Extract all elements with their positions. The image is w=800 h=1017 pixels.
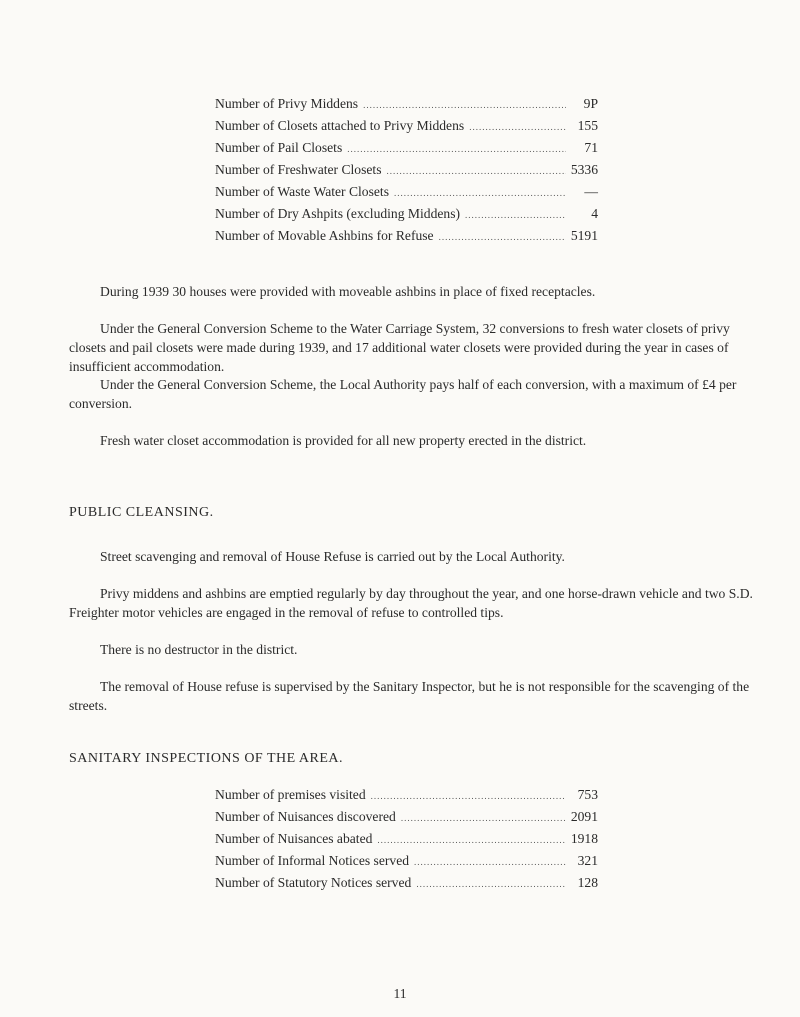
- heading-public-cleansing: PUBLIC CLEANSING.: [69, 505, 214, 520]
- paragraph-conversion-cost: Under the General Conversion Scheme, the Local Authority pays half of each conversion, with a maximum of £4 per conversion.: [69, 377, 737, 411]
- list-item: [215, 806, 598, 828]
- dot-leader: [387, 160, 567, 182]
- item-value: 753: [577, 787, 598, 802]
- heading-sanitary-inspections: SANITARY INSPECTIONS OF THE AREA.: [69, 751, 344, 766]
- paragraph-privy-middens: Privy middens and ashbins are emptied regularly by day throughout the year, and one horse-drawn vehicle and two S.D. Freighter motor vehicles are engaged in the removal of refuse to controlled tips.: [69, 586, 753, 620]
- paragraph-ashbins: During 1939 30 houses were provided with moveable ashbins in place of fixed receptacles.: [100, 284, 596, 299]
- dot-leader: [414, 851, 566, 873]
- paragraph-conversion-scheme: Under the General Conversion Scheme to the Water Carriage System, 32 conversions to fresh water closets of privy closets and pail closets were made during 1939, and 17 additional water closets were provided during the year in cases of insufficient accommodation.: [69, 321, 730, 374]
- item-label: Number of Closets attached to Privy Middens: [215, 118, 465, 133]
- item-label: Number of Freshwater Closets: [215, 162, 382, 177]
- list-item: [215, 828, 598, 850]
- dot-leader: [394, 182, 566, 204]
- list-item: [215, 159, 598, 181]
- dot-leader: [363, 94, 566, 116]
- item-value: 71: [584, 140, 598, 155]
- dot-leader: [439, 226, 566, 248]
- item-value: 155: [577, 118, 598, 133]
- dot-leader: [347, 138, 566, 160]
- list-item: [215, 93, 598, 115]
- sanitary-inspections-list: [215, 784, 598, 894]
- item-value: —: [584, 184, 598, 199]
- item-label: Number of Nuisances discovered: [215, 809, 396, 824]
- page-number: 11: [393, 986, 407, 1001]
- list-item: [215, 850, 598, 872]
- paragraph-new-property: Fresh water closet accommodation is provided for all new property erected in the district.: [100, 433, 587, 448]
- item-value: 5336: [570, 162, 598, 177]
- item-value: 5191: [570, 228, 598, 243]
- dot-leader: [377, 829, 566, 851]
- item-label: Number of Statutory Notices served: [215, 875, 412, 890]
- dot-leader: [465, 204, 566, 226]
- dot-leader: [416, 873, 566, 895]
- dot-leader: [469, 116, 566, 138]
- list-item: [215, 225, 598, 247]
- item-label: Number of premises visited: [215, 787, 366, 802]
- list-item: [215, 203, 598, 225]
- list-item: [215, 181, 598, 203]
- item-label: Number of Pail Closets: [215, 140, 343, 155]
- item-value: 9P: [583, 96, 598, 111]
- list-item: [215, 115, 598, 137]
- dot-leader: [371, 785, 566, 807]
- item-label: Number of Privy Middens: [215, 96, 359, 111]
- item-label: Number of Movable Ashbins for Refuse: [215, 228, 434, 243]
- item-label: Number of Nuisances abated: [215, 831, 373, 846]
- item-value: 4: [591, 206, 598, 221]
- paragraph-street-scavenging: Street scavenging and removal of House Refuse is carried out by the Local Authority.: [100, 549, 565, 564]
- sanitary-accommodation-list: [215, 93, 598, 247]
- item-label: Number of Dry Ashpits (excluding Middens): [215, 206, 461, 221]
- item-label: Number of Informal Notices served: [215, 853, 410, 868]
- item-value: 321: [577, 853, 598, 868]
- list-item: [215, 137, 598, 159]
- item-value: 2091: [570, 809, 598, 824]
- paragraph-refuse-supervision: The removal of House refuse is supervised by the Sanitary Inspector, but he is not responsible for the scavenging of the streets.: [69, 679, 750, 713]
- item-value: 1918: [570, 831, 598, 846]
- list-item: [215, 872, 598, 894]
- list-item: [215, 784, 598, 806]
- dot-leader: [401, 807, 566, 829]
- paragraph-no-destructor: There is no destructor in the district.: [100, 642, 298, 657]
- item-label: Number of Waste Water Closets: [215, 184, 389, 199]
- item-value: 128: [577, 875, 598, 890]
